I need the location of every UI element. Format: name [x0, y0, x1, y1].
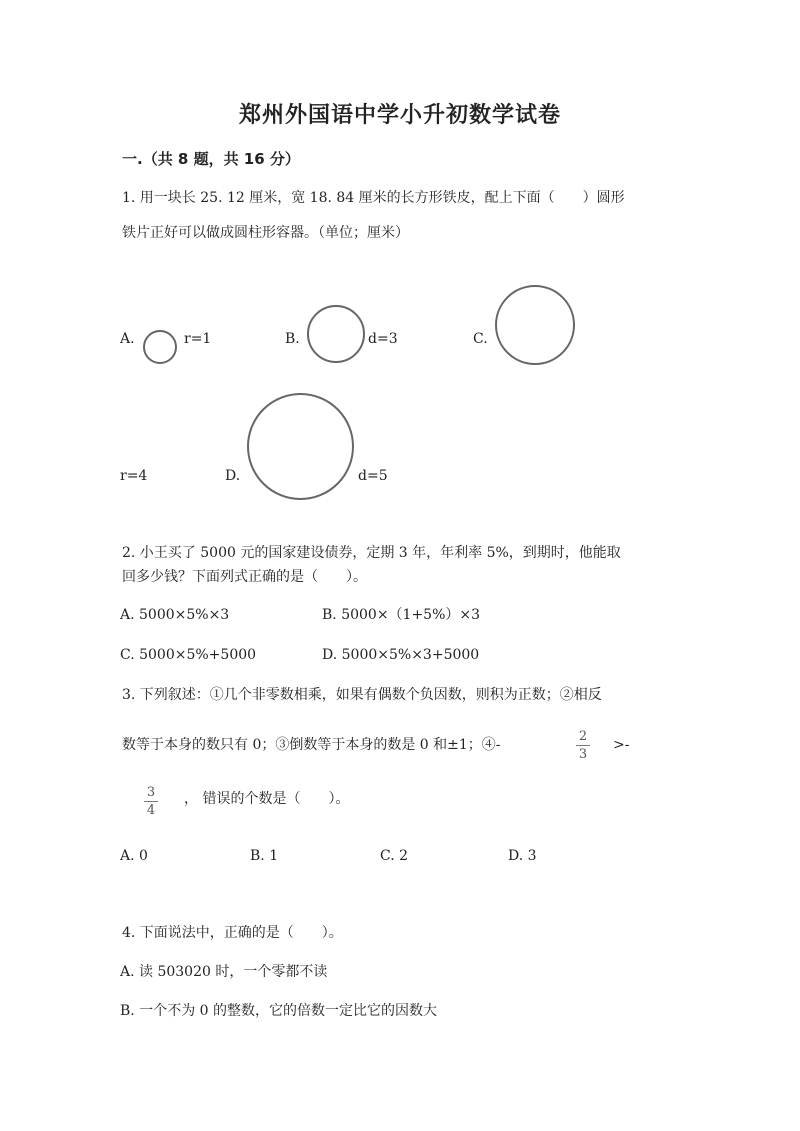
q4-option-a[interactable]: A. 读 503020 时，一个零都不读 — [120, 964, 328, 980]
q1-option-a-note: r=1 — [184, 331, 212, 347]
q3-option-b[interactable]: B. 1 — [250, 848, 279, 864]
q2-option-c[interactable]: C. 5000×5%+5000 — [120, 647, 257, 663]
q1-option-c-circle — [495, 285, 575, 365]
q3-fraction-2-denominator: 4 — [146, 803, 156, 818]
q3-option-c[interactable]: C. 2 — [380, 848, 409, 864]
section-heading: 一.（共 8 题，共 16 分） — [122, 150, 300, 168]
q3-fraction-2-numerator: 3 — [146, 785, 156, 800]
q3-fraction-1-numerator: 2 — [578, 729, 588, 744]
q3-option-a[interactable]: A. 0 — [120, 848, 148, 864]
q1-option-c-note: r=4 — [120, 468, 148, 484]
q1-option-b-circle — [307, 305, 365, 363]
q3-fraction-two-thirds — [575, 729, 591, 762]
q3-fraction-three-quarters — [143, 785, 159, 818]
q1-option-b-label[interactable]: B. — [285, 331, 300, 347]
q2-option-a[interactable]: A. 5000×5%×3 — [120, 607, 230, 623]
q3-fraction-1-denominator: 3 — [578, 747, 588, 762]
q1-option-d-circle — [247, 393, 354, 500]
q1-text-line1: 1. 用一块长 25. 12 厘米，宽 18. 84 厘米的长方形铁皮，配上下面（ ）圆形 — [122, 190, 625, 206]
q3-text-line3: ， 错误的个数是（ ）。 — [184, 791, 350, 807]
q3-greater-than-sign: >- — [613, 737, 630, 753]
q4-option-b[interactable]: B. 一个不为 0 的整数，它的倍数一定比它的因数大 — [120, 1003, 437, 1019]
q1-option-d-note: d=5 — [358, 468, 388, 484]
q3-text-line2: 数等于本身的数只有 0；③倒数等于本身的数是 0 和±1；④- — [122, 737, 501, 753]
q1-option-a-circle — [143, 330, 177, 364]
q4-text-line1: 4. 下面说法中，正确的是（ ）。 — [122, 925, 343, 941]
q2-text-line1: 2. 小王买了 5000 元的国家建设债券，定期 3 年，年利率 5%，到期时，他能取 — [122, 545, 621, 561]
q1-text-line2: 铁片正好可以做成圆柱形容器。（单位；厘米） — [122, 225, 409, 241]
q1-option-d-label[interactable]: D. — [225, 468, 241, 484]
q2-option-b[interactable]: B. 5000×（1+5%）×3 — [322, 607, 481, 623]
q1-option-a-label[interactable]: A. — [120, 331, 135, 347]
q3-option-d[interactable]: D. 3 — [508, 848, 537, 864]
q1-option-b-note: d=3 — [368, 331, 398, 347]
q2-text-line2: 回多少钱？下面列式正确的是（ ）。 — [122, 569, 367, 585]
q2-option-d[interactable]: D. 5000×5%×3+5000 — [322, 647, 480, 663]
q3-text-line1: 3. 下列叙述：①几个非零数相乘，如果有偶数个负因数，则积为正数；②相反 — [122, 687, 602, 703]
page-title: 郑州外国语中学小升初数学试卷 — [238, 103, 561, 128]
q1-option-c-label[interactable]: C. — [473, 331, 488, 347]
